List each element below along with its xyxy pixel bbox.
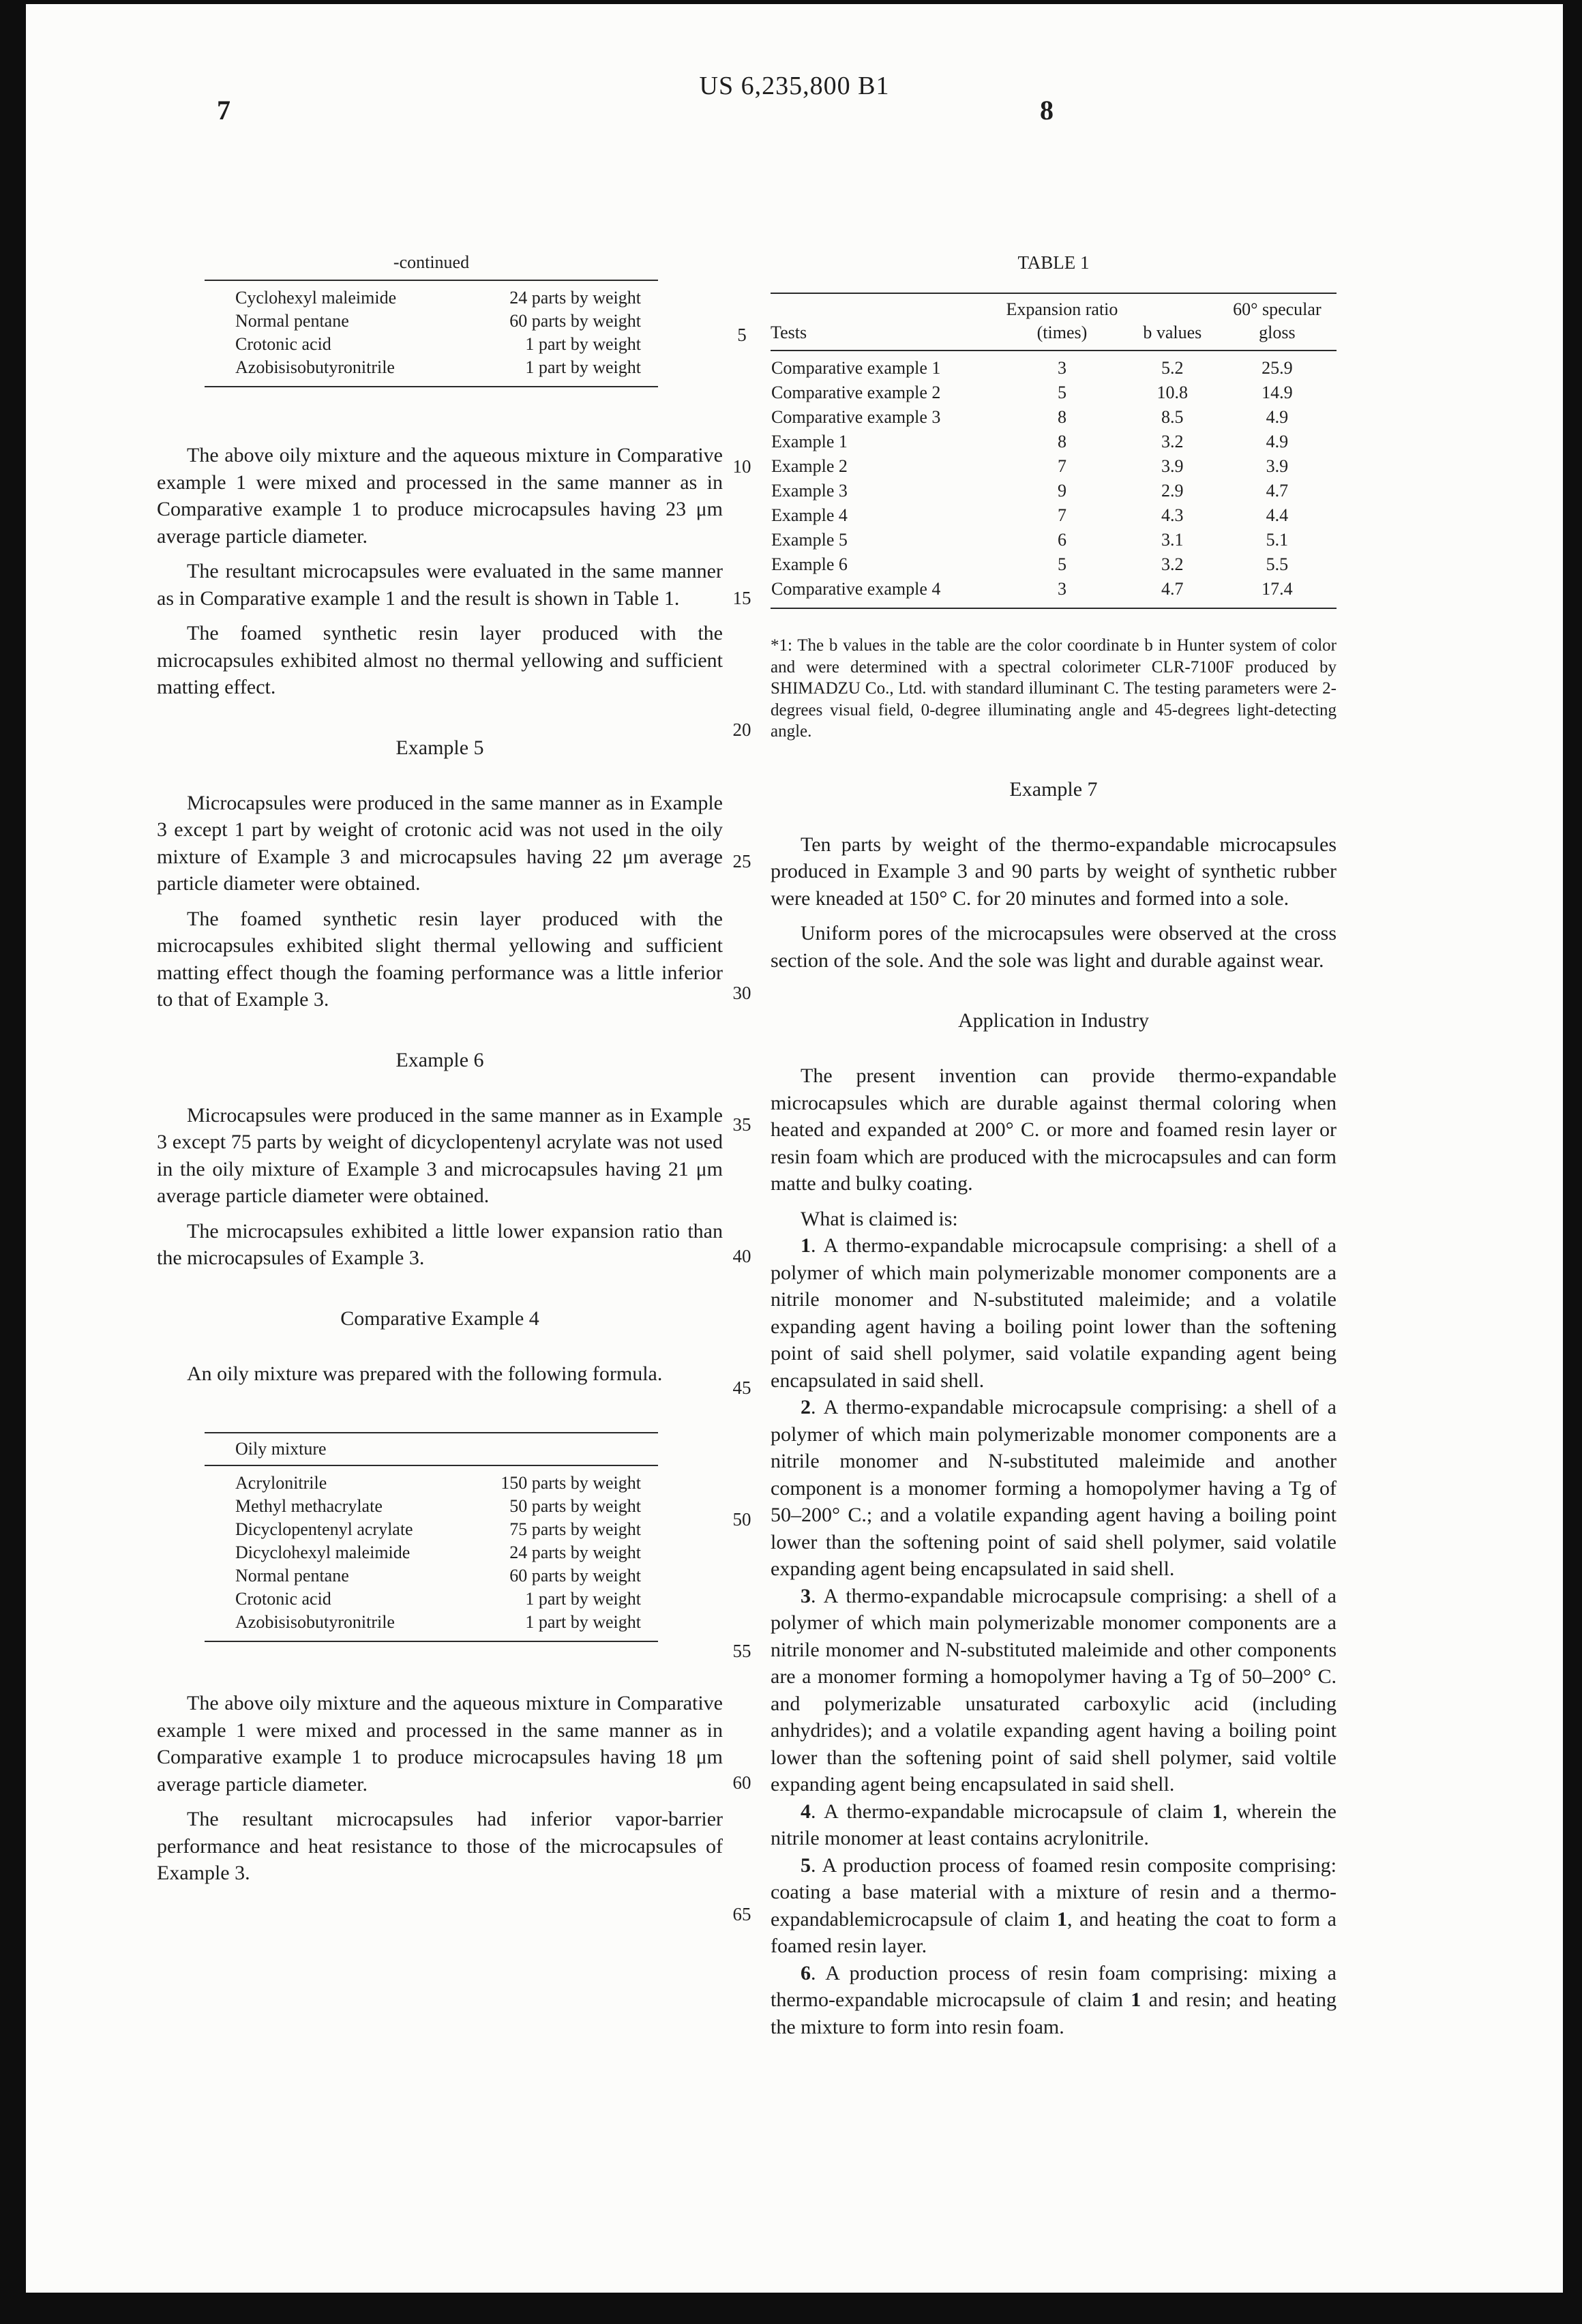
table-rule bbox=[205, 386, 658, 387]
line-number: 10 bbox=[732, 456, 751, 477]
section-heading-comparative-example-4: Comparative Example 4 bbox=[340, 1307, 539, 1330]
test-name: Example 3 bbox=[771, 481, 848, 501]
line-number: 5 bbox=[737, 325, 747, 345]
paragraph: Microcapsules were produced in the same manner as in Example 3 except 75 parts by weight of dicyclopentenyl acrylate was not used in the oily mixture of Example 3 and microcapsules having 21 μm average particle diameter were obtained. bbox=[157, 1103, 723, 1207]
gloss-value: 17.4 bbox=[1262, 579, 1293, 599]
formula-row bbox=[205, 1518, 658, 1541]
b-value: 10.8 bbox=[1156, 383, 1189, 402]
formula-rows bbox=[205, 1466, 658, 1641]
expansion-ratio: 8 bbox=[1057, 432, 1066, 451]
patent-page bbox=[26, 4, 1563, 2293]
test-name: Comparative example 2 bbox=[771, 383, 941, 402]
paragraph: The foamed synthetic resin layer produced with the microcapsules exhibited almost no thermal yellowing and sufficient matting effect. bbox=[157, 622, 723, 698]
b-value: 4.7 bbox=[1161, 579, 1184, 599]
ingredient-amount: 50 parts by weight bbox=[509, 1496, 641, 1516]
line-number: 60 bbox=[732, 1772, 751, 1793]
paragraph: The resultant microcapsules had inferior vapor-barrier performance and heat resistance to those of the microcapsules of Example 3. bbox=[157, 1808, 723, 1884]
ingredient-name: Acrylonitrile bbox=[235, 1473, 327, 1493]
line-number: 40 bbox=[732, 1246, 751, 1266]
ingredient-amount: 24 parts by weight bbox=[509, 288, 641, 308]
paragraph: The resultant microcapsules were evaluated in the same manner as in Comparative example 1 and the result is shown in Table 1. bbox=[157, 560, 723, 610]
claim-6: 6. A production process of resin foam comprising: mixing a thermo-expandable microcapsule of claim 1 and resin; and heating the mixture to form into resin foam. bbox=[771, 1961, 1337, 2038]
claim-3: 3. A thermo-expandable microcapsule comprising: a shell of a polymer of which main polymerizable monomer components are a nitrile monomer and N-substituted maleimide and other components are a monomer forming a homopolymer having a Tg of 50–200° C. and polymerizable unsaturated carboxylic acid (including anhydrides); and a volatile expanding agent having a boiling point lower than the softening point of said shell polymer, said voltile expanding agent being encapsulated in said shell. bbox=[771, 1584, 1337, 1796]
ingredient-amount: 150 parts by weight bbox=[501, 1473, 641, 1493]
gloss-value: 5.5 bbox=[1266, 554, 1289, 574]
gloss-value: 4.4 bbox=[1266, 505, 1289, 525]
ingredient-name: Azobisisobutyronitrile bbox=[235, 1612, 395, 1632]
gloss-value: 4.9 bbox=[1266, 432, 1289, 451]
table-row bbox=[771, 405, 1337, 430]
claims-intro: What is claimed is: bbox=[801, 1207, 958, 1230]
test-name: Comparative example 1 bbox=[771, 358, 941, 378]
formula-row bbox=[205, 1541, 658, 1564]
formula-rows bbox=[205, 281, 658, 386]
b-value: 3.1 bbox=[1161, 530, 1184, 550]
ingredient-name: Cyclohexyl maleimide bbox=[235, 288, 397, 308]
b-value: 3.9 bbox=[1161, 456, 1184, 476]
gloss-value: 4.9 bbox=[1266, 407, 1289, 427]
column-header-expansion-ratio: Expansion ratio (times) bbox=[997, 293, 1127, 351]
claim-4: 4. A thermo-expandable microcapsule of claim 1, wherein the nitrile monomer at least contains acrylonitrile. bbox=[771, 1800, 1337, 1849]
line-number: 55 bbox=[732, 1641, 751, 1661]
paragraph: Ten parts by weight of the thermo-expandable microcapsules produced in Example 3 and 90 parts by weight of synthetic rubber were kneaded at 150° C. for 20 minutes and formed into a sole. bbox=[771, 833, 1337, 910]
formula-row bbox=[205, 310, 658, 333]
paragraph: An oily mixture was prepared with the following formula. bbox=[187, 1362, 663, 1385]
paragraph: The above oily mixture and the aqueous mixture in Comparative example 1 were mixed and processed in the same manner as in Comparative example 1 to produce microcapsules having 18 μm average particle diameter. bbox=[157, 1692, 723, 1796]
ingredient-amount: 60 parts by weight bbox=[509, 311, 641, 331]
line-number: 45 bbox=[732, 1377, 751, 1398]
ingredient-name: Crotonic acid bbox=[235, 1589, 331, 1609]
patent-number: US 6,235,800 B1 bbox=[699, 72, 890, 100]
gloss-value: 25.9 bbox=[1262, 358, 1293, 378]
table-1 bbox=[771, 293, 1337, 609]
line-number: 50 bbox=[732, 1509, 751, 1530]
ingredient-amount: 60 parts by weight bbox=[509, 1566, 641, 1585]
expansion-ratio: 9 bbox=[1057, 481, 1066, 501]
formula-row bbox=[205, 1472, 658, 1495]
expansion-ratio: 3 bbox=[1057, 579, 1066, 599]
ingredient-amount: 1 part by weight bbox=[525, 357, 641, 377]
left-column bbox=[157, 250, 723, 1895]
table-row bbox=[771, 552, 1337, 577]
claim-2: 2. A thermo-expandable microcapsule comprising: a shell of a polymer of which main polymerizable monomer components are a nitrile monomer and N-substituted maleimide and another component is a monomer forming a homopolymer having a Tg of 50–200° C.; and a volatile expanding agent having a boiling point lower than the softening point of said shell polymer, said volatile expanding agent being encapsulated in said shell. bbox=[771, 1396, 1337, 1580]
column-header-b-values: b values bbox=[1127, 293, 1218, 351]
table-row bbox=[771, 528, 1337, 552]
column-header-tests: Tests bbox=[771, 293, 997, 351]
expansion-ratio: 7 bbox=[1057, 456, 1066, 476]
paragraph: The microcapsules exhibited a little lower expansion ratio than the microcapsules of Example 3. bbox=[157, 1219, 723, 1269]
b-value: 2.9 bbox=[1161, 481, 1184, 501]
line-number: 15 bbox=[732, 588, 751, 608]
table-rule bbox=[205, 1641, 658, 1642]
oily-mixture-table bbox=[205, 1432, 658, 1642]
ingredient-name: Crotonic acid bbox=[235, 334, 331, 354]
ingredient-name: Azobisisobutyronitrile bbox=[235, 357, 395, 377]
formula-row bbox=[205, 333, 658, 356]
formula-row bbox=[205, 1495, 658, 1518]
line-number: 20 bbox=[732, 719, 751, 740]
paragraph: The present invention can provide thermo-expandable microcapsules which are durable against thermal coloring when heated and expanded at 200° C. or more and foamed resin layer or resin foam which are produced with the microcapsules and can form matte and bulky coating. bbox=[771, 1064, 1337, 1195]
table-row bbox=[771, 430, 1337, 454]
section-heading-example-6: Example 6 bbox=[395, 1048, 484, 1071]
column-number-right: 8 bbox=[1040, 95, 1054, 125]
test-name: Example 6 bbox=[771, 554, 848, 574]
column-number-left: 7 bbox=[217, 95, 230, 125]
b-value: 5.2 bbox=[1161, 358, 1184, 378]
test-name: Example 5 bbox=[771, 530, 848, 550]
ingredient-amount: 75 parts by weight bbox=[509, 1519, 641, 1539]
test-name: Comparative example 3 bbox=[771, 407, 941, 427]
continued-label: -continued bbox=[393, 252, 470, 272]
paragraph: Microcapsules were produced in the same manner as in Example 3 except 1 part by weight of crotonic acid was not used in the oily mixture of Example 3 and microcapsules having 22 μm average particle diameter were obtained. bbox=[157, 791, 723, 895]
formula-row bbox=[205, 1588, 658, 1611]
expansion-ratio: 6 bbox=[1057, 530, 1066, 550]
table-row bbox=[771, 454, 1337, 479]
gloss-value: 5.1 bbox=[1266, 530, 1289, 550]
test-name: Example 4 bbox=[771, 505, 848, 525]
expansion-ratio: 3 bbox=[1057, 358, 1066, 378]
ingredient-name: Dicyclohexyl maleimide bbox=[235, 1543, 411, 1562]
column-header-specular-gloss: 60° specular gloss bbox=[1218, 293, 1337, 351]
paragraph: The above oily mixture and the aqueous mixture in Comparative example 1 were mixed and processed in the same manner as in Comparative example 1 to produce microcapsules having 23 μm average particle diameter. bbox=[157, 444, 723, 548]
table-row bbox=[771, 381, 1337, 405]
section-heading-example-7: Example 7 bbox=[1009, 777, 1098, 801]
test-name: Example 1 bbox=[771, 432, 848, 451]
line-number: 65 bbox=[732, 1904, 751, 1924]
formula-row bbox=[205, 286, 658, 310]
formula-row bbox=[205, 1564, 658, 1588]
expansion-ratio: 7 bbox=[1057, 505, 1066, 525]
line-number-gutter bbox=[720, 325, 764, 2036]
formula-row bbox=[205, 356, 658, 379]
test-name: Comparative example 4 bbox=[771, 579, 941, 599]
expansion-ratio: 5 bbox=[1057, 554, 1066, 574]
table-1-header bbox=[771, 293, 1337, 351]
paragraph: Uniform pores of the microcapsules were observed at the cross section of the sole. And the sole was light and durable against wear. bbox=[771, 922, 1337, 972]
table-row bbox=[771, 503, 1337, 528]
claim-5: 5. A production process of foamed resin composite comprising: coating a base material with a mixture of resin and a thermo-expandablemicrocapsule of claim 1, and heating the coat to form a foamed resin layer. bbox=[771, 1853, 1337, 1957]
ingredient-name: Normal pentane bbox=[235, 1566, 349, 1585]
claim-1: 1. A thermo-expandable microcapsule comprising: a shell of a polymer of which main polymerizable monomer components are a nitrile monomer and N-substituted maleimide; and a volatile expanding agent having a boiling point lower than the softening point of said shell polymer, said volatile expanding agent being encapsulated in said shell. bbox=[771, 1234, 1337, 1392]
line-number: 35 bbox=[732, 1114, 751, 1135]
ingredient-name: Dicyclopentenyl acrylate bbox=[235, 1519, 413, 1539]
continued-formula-table bbox=[205, 250, 658, 387]
b-value: 8.5 bbox=[1161, 407, 1184, 427]
table-row bbox=[771, 577, 1337, 608]
line-number: 25 bbox=[732, 851, 751, 872]
table-row bbox=[771, 479, 1337, 503]
claims-section bbox=[771, 1206, 1337, 2041]
right-column bbox=[771, 250, 1337, 2040]
b-value: 4.3 bbox=[1161, 505, 1184, 525]
table-1-title: TABLE 1 bbox=[1017, 252, 1090, 273]
ingredient-amount: 24 parts by weight bbox=[509, 1543, 641, 1562]
b-value: 3.2 bbox=[1161, 432, 1184, 451]
table-row bbox=[771, 351, 1337, 381]
paragraph: The foamed synthetic resin layer produced with the microcapsules exhibited slight thermal yellowing and sufficient matting effect though the foaming performance was a little inferior to that of Example 3. bbox=[157, 907, 723, 1011]
line-number: 30 bbox=[732, 983, 751, 1003]
formula-row bbox=[205, 1611, 658, 1634]
section-heading-example-5: Example 5 bbox=[395, 736, 484, 759]
gloss-value: 4.7 bbox=[1266, 481, 1289, 501]
ingredient-name: Methyl methacrylate bbox=[235, 1496, 383, 1516]
ingredient-amount: 1 part by weight bbox=[525, 334, 641, 354]
ingredient-name: Normal pentane bbox=[235, 311, 349, 331]
section-heading-application-in-industry: Application in Industry bbox=[958, 1009, 1149, 1032]
gloss-value: 3.9 bbox=[1266, 456, 1289, 476]
table-1-footnote: *1: The b values in the table are the color coordinate b in Hunter system of color and were determined with a spectral colorimeter CLR-7100F produced by SHIMADZU Co., Ltd. with standard illuminant C. The testing parameters were 2-degrees visual field, 0-degree illuminating angle and 45-degrees light-detecting angle. bbox=[771, 636, 1337, 741]
gloss-value: 14.9 bbox=[1262, 383, 1293, 402]
ingredient-amount: 1 part by weight bbox=[525, 1589, 641, 1609]
test-name: Example 2 bbox=[771, 456, 848, 476]
expansion-ratio: 5 bbox=[1057, 383, 1066, 402]
oily-mixture-label: Oily mixture bbox=[235, 1439, 327, 1459]
b-value: 3.2 bbox=[1161, 554, 1184, 574]
expansion-ratio: 8 bbox=[1057, 407, 1066, 427]
ingredient-amount: 1 part by weight bbox=[525, 1612, 641, 1632]
